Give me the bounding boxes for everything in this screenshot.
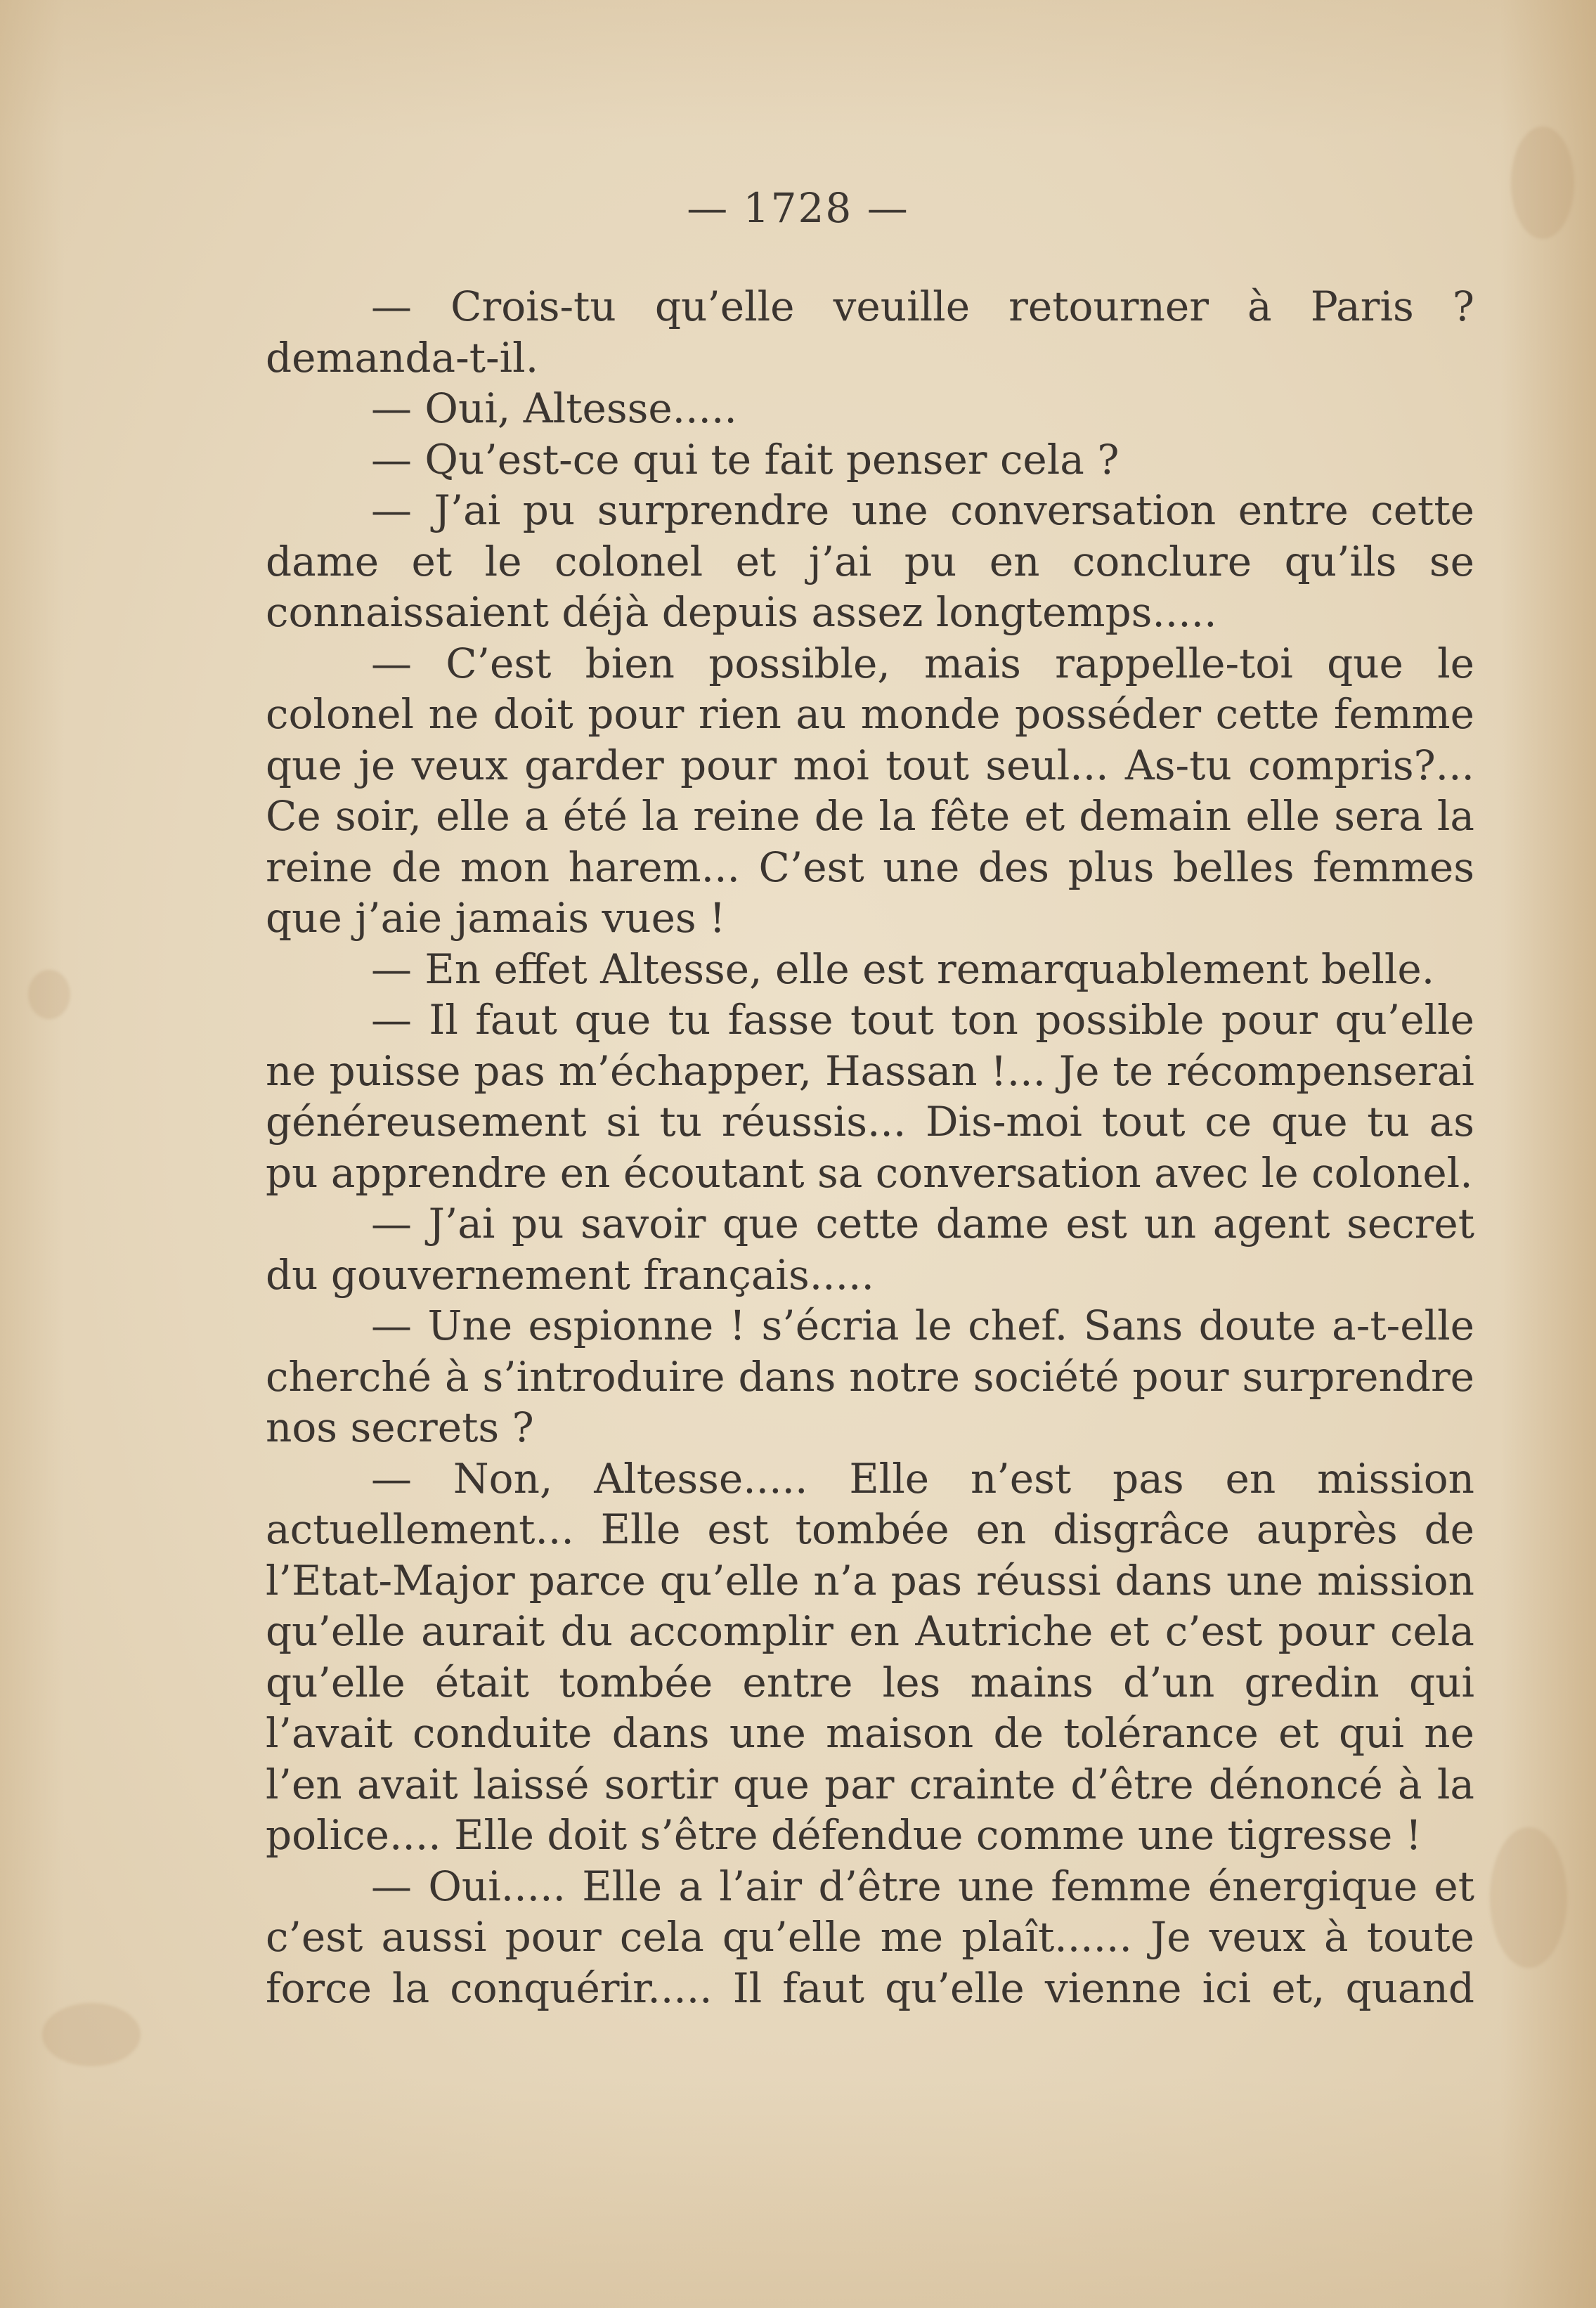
paragraph: — J’ai pu savoir que cette dame est un agent secret du gouvernement français.....: [266, 1200, 1474, 1299]
body-text: [266, 281, 1474, 2014]
page-number: — 1728 —: [687, 184, 909, 232]
paragraph: — J’ai pu surprendre une conversation entre cette dame et le colonel et j’ai pu en conclure qu’ils se connaissaient déjà depuis assez longtemps.....: [266, 486, 1474, 636]
paragraph: — Crois-tu qu’elle veuille retourner à Paris ? demanda-t-il.: [266, 283, 1474, 382]
paper-stain: [42, 2003, 141, 2066]
paragraph: — Une espionne ! s’écria le chef. Sans doute a-t-elle cherché à s’introduire dans notre société pour surprendre nos secrets ?: [266, 1302, 1474, 1451]
paragraph: — Oui, Altesse.....: [371, 384, 737, 432]
paragraph: — Non, Altesse..... Elle n’est pas en mission actuellement... Elle est tombée en disgrâce auprès de l’Etat-Major parce qu’elle n’a pas réussi dans une mission qu’elle aurait du accomplir en Autriche et c’est pour cela qu’elle était tombée entre les mains d’un gredin qui l’avait conduite dans une maison de tolérance et qui ne l’en avait laissé sortir que par crainte d’être dénoncé à la police.... Elle doit s’être défendue comme une tigresse !: [266, 1454, 1474, 1859]
paper-stain: [28, 970, 70, 1019]
paragraph: — Oui..... Elle a l’air d’être une femme énergique et c’est aussi pour cela qu’elle me plaît...... Je veux à toute force la conquérir..... Il faut qu’elle vienne ici et, quand: [266, 1862, 1474, 2012]
paragraph: — C’est bien possible, mais rappelle-toi que le colonel ne doit pour rien au monde posséder cette femme que je veux garder pour moi tout seul... As-tu compris?... Ce soir, elle a été la reine de la fête et demain elle sera la reine de mon harem... C’est une des plus belles femmes que j’aie jamais vues !: [266, 639, 1474, 942]
paragraph: — En effet Altesse, elle est remarquablement belle.: [371, 945, 1435, 993]
paragraph: — Il faut que tu fasse tout ton possible pour qu’elle ne puisse pas m’échapper, Hassan !... Je te récompenserai généreusement si tu réussis... Dis-moi tout ce que tu as pu apprendre en écoutant sa conversation avec le colonel.: [266, 996, 1474, 1197]
paragraph: — Qu’est-ce qui te fait penser cela ?: [371, 435, 1120, 484]
paper-stain: [1490, 1827, 1567, 1968]
